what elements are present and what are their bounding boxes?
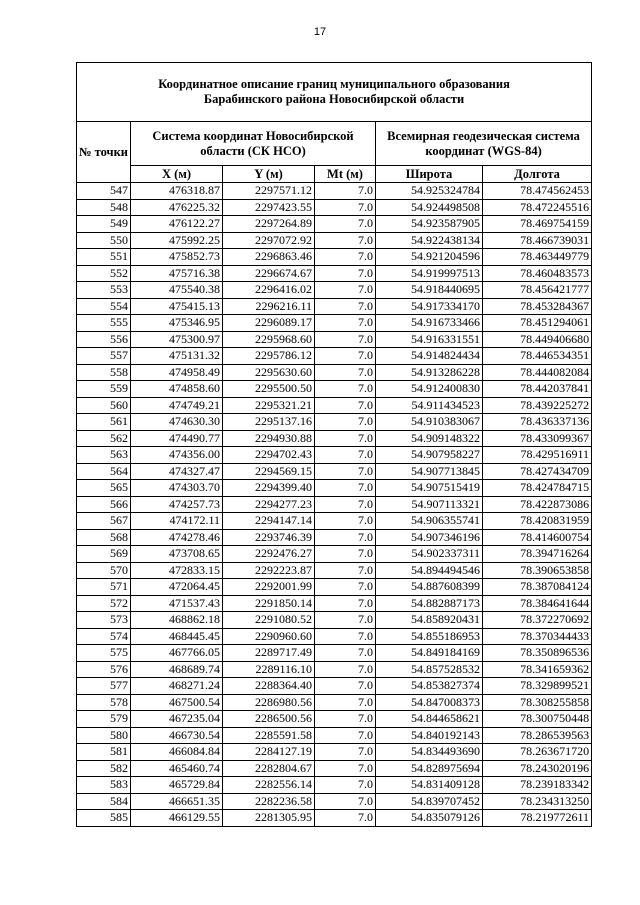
longitude-value: 78.384641644 [483,595,592,612]
y-value: 2294147.14 [223,513,315,530]
latitude-value: 54.907113321 [376,496,483,513]
y-value: 2294930.88 [223,430,315,447]
table-row [77,447,592,464]
table-row [77,463,592,480]
table-row [77,678,592,695]
latitude-value: 54.887608399 [376,579,483,596]
latitude-value: 54.923587905 [376,216,483,233]
x-value: 474958.49 [131,364,223,381]
table-row [77,199,592,216]
y-value: 2294702.43 [223,447,315,464]
longitude-value: 78.460483573 [483,265,592,282]
longitude-value: 78.394716264 [483,546,592,563]
mt-value: 7.0 [315,496,376,513]
point-number: 559 [77,381,131,398]
table-row [77,315,592,332]
point-number: 565 [77,480,131,497]
latitude-value: 54.916733466 [376,315,483,332]
header-longitude: Долгота [483,166,592,183]
mt-value: 7.0 [315,810,376,827]
latitude-value: 54.853827374 [376,678,483,695]
latitude-value: 54.907958227 [376,447,483,464]
latitude-value: 54.882887173 [376,595,483,612]
longitude-value: 78.436337136 [483,414,592,431]
point-number: 573 [77,612,131,629]
y-value: 2285591.58 [223,727,315,744]
y-value: 2282236.58 [223,793,315,810]
table-row [77,760,592,777]
table-row [77,414,592,431]
longitude-value: 78.372270692 [483,612,592,629]
x-value: 468689.74 [131,661,223,678]
mt-value: 7.0 [315,331,376,348]
longitude-value: 78.219772611 [483,810,592,827]
longitude-value: 78.234313250 [483,793,592,810]
table-row [77,579,592,596]
table-title [77,63,592,122]
table-row [77,612,592,629]
table-row [77,265,592,282]
y-value: 2282804.67 [223,760,315,777]
latitude-value: 54.855186953 [376,628,483,645]
x-value: 474749.21 [131,397,223,414]
table-row [77,661,592,678]
y-value: 2288364.40 [223,678,315,695]
y-value: 2286500.56 [223,711,315,728]
y-value: 2282556.14 [223,777,315,794]
mt-value: 7.0 [315,463,376,480]
y-value: 2295500.50 [223,381,315,398]
mt-value: 7.0 [315,694,376,711]
header-latitude: Широта [376,166,483,183]
mt-value: 7.0 [315,430,376,447]
longitude-value: 78.451294061 [483,315,592,332]
mt-value: 7.0 [315,579,376,596]
x-value: 466730.54 [131,727,223,744]
x-value: 476318.87 [131,183,223,200]
latitude-value: 54.839707452 [376,793,483,810]
latitude-value: 54.907346196 [376,529,483,546]
x-value: 466129.55 [131,810,223,827]
latitude-value: 54.858920431 [376,612,483,629]
x-value: 467766.05 [131,645,223,662]
header-point-number: № точки [77,122,131,183]
mt-value: 7.0 [315,612,376,629]
mt-value: 7.0 [315,199,376,216]
y-value: 2296863.46 [223,249,315,266]
point-number: 585 [77,810,131,827]
y-value: 2292001.99 [223,579,315,596]
point-number: 583 [77,777,131,794]
table-row [77,183,592,200]
y-value: 2284127.19 [223,744,315,761]
longitude-value: 78.308255858 [483,694,592,711]
point-number: 562 [77,430,131,447]
x-value: 475300.97 [131,331,223,348]
y-value: 2295321.21 [223,397,315,414]
mt-value: 7.0 [315,397,376,414]
table-row [77,216,592,233]
y-value: 2295968.60 [223,331,315,348]
longitude-value: 78.286539563 [483,727,592,744]
header-wgs84-system: Всемирная геодезическая система координат (WGS-84) [376,122,592,166]
y-value: 2289717.49 [223,645,315,662]
mt-value: 7.0 [315,645,376,662]
x-value: 474303.70 [131,480,223,497]
x-value: 465729.84 [131,777,223,794]
point-number: 557 [77,348,131,365]
table-body [77,183,592,827]
x-value: 473708.65 [131,546,223,563]
x-value: 474858.60 [131,381,223,398]
table-row [77,727,592,744]
x-value: 466651.35 [131,793,223,810]
longitude-value: 78.387084124 [483,579,592,596]
y-value: 2295137.16 [223,414,315,431]
point-number: 563 [77,447,131,464]
point-number: 550 [77,232,131,249]
point-number: 566 [77,496,131,513]
longitude-value: 78.444082084 [483,364,592,381]
mt-value: 7.0 [315,249,376,266]
table-row [77,331,592,348]
mt-value: 7.0 [315,678,376,695]
latitude-value: 54.831409128 [376,777,483,794]
longitude-value: 78.446534351 [483,348,592,365]
y-value: 2297571.12 [223,183,315,200]
longitude-value: 78.463449779 [483,249,592,266]
x-value: 476122.27 [131,216,223,233]
mt-value: 7.0 [315,727,376,744]
point-number: 577 [77,678,131,695]
longitude-value: 78.472245516 [483,199,592,216]
table-row [77,282,592,299]
longitude-value: 78.453284367 [483,298,592,315]
y-value: 2295630.60 [223,364,315,381]
longitude-value: 78.466739031 [483,232,592,249]
point-number: 552 [77,265,131,282]
mt-value: 7.0 [315,282,376,299]
latitude-value: 54.921204596 [376,249,483,266]
longitude-value: 78.474562453 [483,183,592,200]
latitude-value: 54.911434523 [376,397,483,414]
point-number: 572 [77,595,131,612]
table-row [77,397,592,414]
latitude-value: 54.828975694 [376,760,483,777]
x-value: 474630.30 [131,414,223,431]
header-x: X (м) [131,166,223,183]
header-y: Y (м) [223,166,315,183]
point-number: 555 [77,315,131,332]
longitude-value: 78.414600754 [483,529,592,546]
x-value: 465460.74 [131,760,223,777]
mt-value: 7.0 [315,232,376,249]
latitude-value: 54.910383067 [376,414,483,431]
coordinates-table [76,62,592,827]
longitude-value: 78.370344433 [483,628,592,645]
latitude-value: 54.894494546 [376,562,483,579]
longitude-value: 78.469754159 [483,216,592,233]
mt-value: 7.0 [315,711,376,728]
mt-value: 7.0 [315,480,376,497]
point-number: 553 [77,282,131,299]
table-row [77,529,592,546]
y-value: 2286980.56 [223,694,315,711]
longitude-value: 78.422873086 [483,496,592,513]
y-value: 2294399.40 [223,480,315,497]
latitude-value: 54.916331551 [376,331,483,348]
mt-value: 7.0 [315,364,376,381]
latitude-value: 54.907713845 [376,463,483,480]
mt-value: 7.0 [315,628,376,645]
table-row [77,793,592,810]
table-row [77,777,592,794]
point-number: 560 [77,397,131,414]
point-number: 576 [77,661,131,678]
y-value: 2297264.89 [223,216,315,233]
longitude-value: 78.263671720 [483,744,592,761]
mt-value: 7.0 [315,546,376,563]
mt-value: 7.0 [315,414,376,431]
point-number: 554 [77,298,131,315]
point-number: 569 [77,546,131,563]
latitude-value: 54.917334170 [376,298,483,315]
x-value: 474327.47 [131,463,223,480]
y-value: 2297072.92 [223,232,315,249]
y-value: 2291850.14 [223,595,315,612]
point-number: 574 [77,628,131,645]
latitude-value: 54.919997513 [376,265,483,282]
longitude-value: 78.427434709 [483,463,592,480]
longitude-value: 78.390653858 [483,562,592,579]
x-value: 468445.45 [131,628,223,645]
y-value: 2297423.55 [223,199,315,216]
latitude-value: 54.834493690 [376,744,483,761]
y-value: 2296089.17 [223,315,315,332]
point-number: 578 [77,694,131,711]
table-row [77,249,592,266]
page-number: 17 [313,26,327,38]
table-row [77,744,592,761]
x-value: 468271.24 [131,678,223,695]
mt-value: 7.0 [315,661,376,678]
x-value: 474257.73 [131,496,223,513]
longitude-value: 78.456421777 [483,282,592,299]
y-value: 2293746.39 [223,529,315,546]
mt-value: 7.0 [315,265,376,282]
point-number: 549 [77,216,131,233]
x-value: 474278.46 [131,529,223,546]
table-row [77,595,592,612]
y-value: 2294569.15 [223,463,315,480]
point-number: 548 [77,199,131,216]
mt-value: 7.0 [315,447,376,464]
longitude-value: 78.300750448 [483,711,592,728]
mt-value: 7.0 [315,513,376,530]
longitude-value: 78.420831959 [483,513,592,530]
x-value: 475346.95 [131,315,223,332]
latitude-value: 54.925324784 [376,183,483,200]
y-value: 2296674.67 [223,265,315,282]
table-row [77,364,592,381]
y-value: 2292223.87 [223,562,315,579]
mt-value: 7.0 [315,760,376,777]
y-value: 2294277.23 [223,496,315,513]
x-value: 474356.00 [131,447,223,464]
latitude-value: 54.849184169 [376,645,483,662]
x-value: 474172.11 [131,513,223,530]
table-row [77,381,592,398]
latitude-value: 54.902337311 [376,546,483,563]
y-value: 2296416.02 [223,282,315,299]
mt-value: 7.0 [315,315,376,332]
mt-value: 7.0 [315,216,376,233]
point-number: 551 [77,249,131,266]
mt-value: 7.0 [315,348,376,365]
table-title-line-2: Барабинского района Новосибирской области [203,92,465,106]
longitude-value: 78.442037841 [483,381,592,398]
x-value: 475716.38 [131,265,223,282]
table-row [77,694,592,711]
x-value: 475992.25 [131,232,223,249]
point-number: 556 [77,331,131,348]
point-number: 564 [77,463,131,480]
y-value: 2296216.11 [223,298,315,315]
point-number: 582 [77,760,131,777]
table-row [77,480,592,497]
latitude-value: 54.912400830 [376,381,483,398]
header-mt: Mt (м) [315,166,376,183]
point-number: 584 [77,793,131,810]
longitude-value: 78.243020196 [483,760,592,777]
y-value: 2295786.12 [223,348,315,365]
mt-value: 7.0 [315,744,376,761]
x-value: 466084.84 [131,744,223,761]
y-value: 2292476.27 [223,546,315,563]
point-number: 558 [77,364,131,381]
y-value: 2281305.95 [223,810,315,827]
table-row [77,711,592,728]
mt-value: 7.0 [315,298,376,315]
latitude-value: 54.922438134 [376,232,483,249]
latitude-value: 54.909148322 [376,430,483,447]
mt-value: 7.0 [315,777,376,794]
x-value: 467500.54 [131,694,223,711]
latitude-value: 54.906355741 [376,513,483,530]
x-value: 475540.38 [131,282,223,299]
longitude-value: 78.449406680 [483,331,592,348]
latitude-value: 54.913286228 [376,364,483,381]
x-value: 476225.32 [131,199,223,216]
table-row [77,513,592,530]
point-number: 579 [77,711,131,728]
y-value: 2289116.10 [223,661,315,678]
x-value: 475131.32 [131,348,223,365]
x-value: 471537.43 [131,595,223,612]
x-value: 468862.18 [131,612,223,629]
point-number: 568 [77,529,131,546]
x-value: 472064.45 [131,579,223,596]
table-title-line-1: Координатное описание границ муниципального образования [158,77,510,91]
table-row [77,810,592,827]
y-value: 2291080.52 [223,612,315,629]
table-row [77,562,592,579]
x-value: 475852.73 [131,249,223,266]
point-number: 567 [77,513,131,530]
latitude-value: 54.835079126 [376,810,483,827]
point-number: 547 [77,183,131,200]
point-number: 581 [77,744,131,761]
table-row [77,496,592,513]
longitude-value: 78.424784715 [483,480,592,497]
latitude-value: 54.847008373 [376,694,483,711]
latitude-value: 54.840192143 [376,727,483,744]
point-number: 580 [77,727,131,744]
longitude-value: 78.239183342 [483,777,592,794]
latitude-value: 54.844658621 [376,711,483,728]
mt-value: 7.0 [315,562,376,579]
table-row [77,645,592,662]
latitude-value: 54.857528532 [376,661,483,678]
longitude-value: 78.350896536 [483,645,592,662]
longitude-value: 78.429516911 [483,447,592,464]
y-value: 2290960.60 [223,628,315,645]
mt-value: 7.0 [315,793,376,810]
x-value: 472833.15 [131,562,223,579]
latitude-value: 54.914824434 [376,348,483,365]
longitude-value: 78.433099367 [483,430,592,447]
point-number: 571 [77,579,131,596]
latitude-value: 54.924498508 [376,199,483,216]
point-number: 575 [77,645,131,662]
table-row [77,628,592,645]
mt-value: 7.0 [315,529,376,546]
latitude-value: 54.907515419 [376,480,483,497]
table-row [77,298,592,315]
x-value: 474490.77 [131,430,223,447]
longitude-value: 78.439225272 [483,397,592,414]
header-nso-system: Система координат Новосибирской области (СК НСО) [131,122,376,166]
table-row [77,232,592,249]
mt-value: 7.0 [315,595,376,612]
point-number: 570 [77,562,131,579]
point-number: 561 [77,414,131,431]
x-value: 467235.04 [131,711,223,728]
table-row [77,546,592,563]
mt-value: 7.0 [315,183,376,200]
latitude-value: 54.918440695 [376,282,483,299]
table-row [77,348,592,365]
longitude-value: 78.341659362 [483,661,592,678]
x-value: 475415.13 [131,298,223,315]
mt-value: 7.0 [315,381,376,398]
table-row [77,430,592,447]
longitude-value: 78.329899521 [483,678,592,695]
